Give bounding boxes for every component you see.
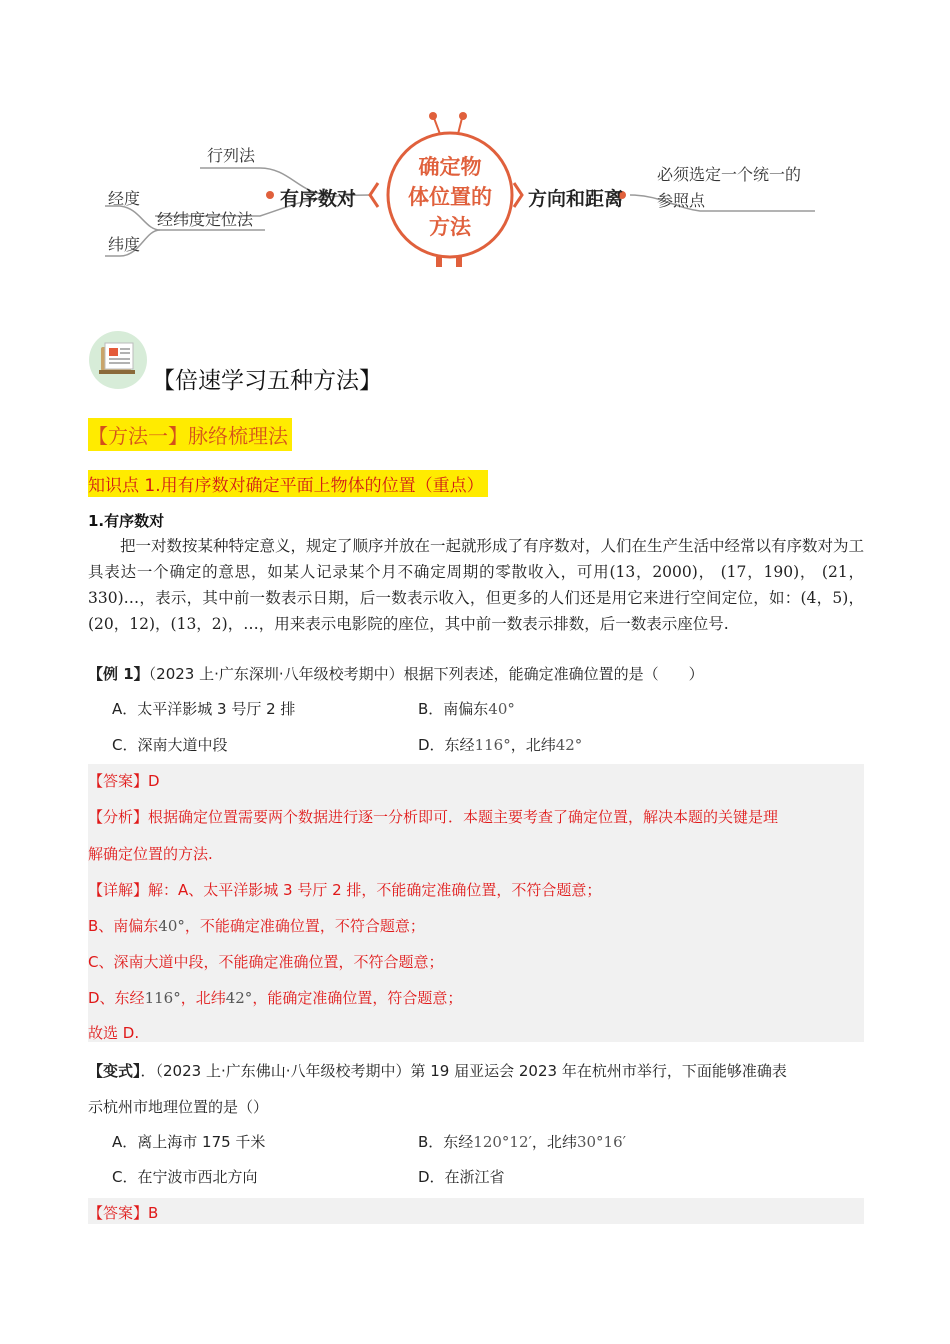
example1-option-d: D．东经116°，北纬42° [418,736,583,754]
example1-answer-box [88,764,864,1042]
row-column-node: 行列法 [207,146,256,165]
example1-detail-2: B、南偏东40°，不能确定准确位置，不符合题意； [88,917,425,935]
example1-conclusion: 故选 D. [88,1024,140,1042]
variant-option-d: D．在浙江省 [418,1168,505,1186]
intro-paragraph: 把一对数按某种特定意义，规定了顺序并放在一起就形成了有序数对，人们在生产生活中经常以有序数对为工具表达一个确定的意思，如某人记录某个月不确定周期的零散收入，可用(13，2000)， (17，190)， (21，330)…，表示，其中前一数表示日期，后一数表示收入，但更多的人们还是用它来进行空间定位，如：(4，5)，(20，12)，(13，2)，…，用来表示电影院的座位，其中前一数表示排数，后一数表示座位号. [88,537,865,633]
variant-question-line1: 【变式】．（2023 上·广东佛山·八年级校考期中）第 19 届亚运会 2023 年在杭州市举行，下面能够准确表 [88,1062,787,1080]
example1-answer: 【答案】D [88,772,160,790]
ordered-pair-node: 有序数对 [280,188,357,210]
example1-question-text: （2023 上·广东深圳·八年级校考期中）根据下列表述，能确定准确位置的是（ ） [148,665,704,683]
mind-map [100,108,830,278]
method-title: 【方法一】脉络梳理法 [88,418,292,451]
variant-option-b: B．东经120°12′，北纬30°16′ [418,1133,627,1151]
variant-answer-box [88,1198,864,1224]
example1-detail-3: C、深南大道中段，不能确定准确位置，不符合题意； [88,953,444,971]
example1-detail-4: D、东经116°，北纬42°，能确定准确位置，符合题意； [88,989,463,1007]
section-heading: 【倍速学习五种方法】 [152,368,382,394]
reference-note-line1: 必须选定一个统一的 [657,165,802,184]
example1-question [88,663,704,684]
center-line-1: 确定物 [418,155,482,179]
reference-note-line2: 参照点 [657,191,706,210]
variant-label: 【变式】 [88,1062,141,1080]
knowledge-point-title: 知识点 1.用有序数对确定平面上物体的位置（重点） [88,470,488,497]
latitude-node: 纬度 [108,235,141,254]
example1-option-a: A．太平洋影城 3 号厅 2 排 [112,700,296,718]
center-line-3: 方法 [429,215,471,239]
direction-distance-node: 方向和距离 [528,188,624,210]
subheading: 1.有序数对 [88,512,165,530]
longitude-node: 经度 [108,189,141,208]
example1-label: 【例 1】 [88,665,149,683]
variant-answer: 【答案】B [88,1204,159,1222]
example1-option-b: B．南偏东40° [418,700,515,718]
example1-detail-1: 【详解】解：A、太平洋影城 3 号厅 2 排，不能确定准确位置，不符合题意； [88,881,602,899]
variant-question-line2: 示杭州市地理位置的是（） [88,1098,269,1116]
example1-option-c: C．深南大道中段 [112,736,228,754]
notebook-icon [88,330,148,390]
center-line-2: 体位置的 [408,185,492,209]
variant-option-a: A．离上海市 175 千米 [112,1133,266,1151]
variant-option-c: C．在宁波市西北方向 [112,1168,258,1186]
mind-map-center [395,152,505,242]
example1-analysis-line2: 解确定位置的方法. [88,845,213,863]
lat-long-node: 经纬度定位法 [157,210,254,229]
example1-analysis-line1: 【分析】根据确定位置需要两个数据进行逐一分析即可．本题主要考查了确定位置，解决本题的关键是理 [88,808,779,826]
